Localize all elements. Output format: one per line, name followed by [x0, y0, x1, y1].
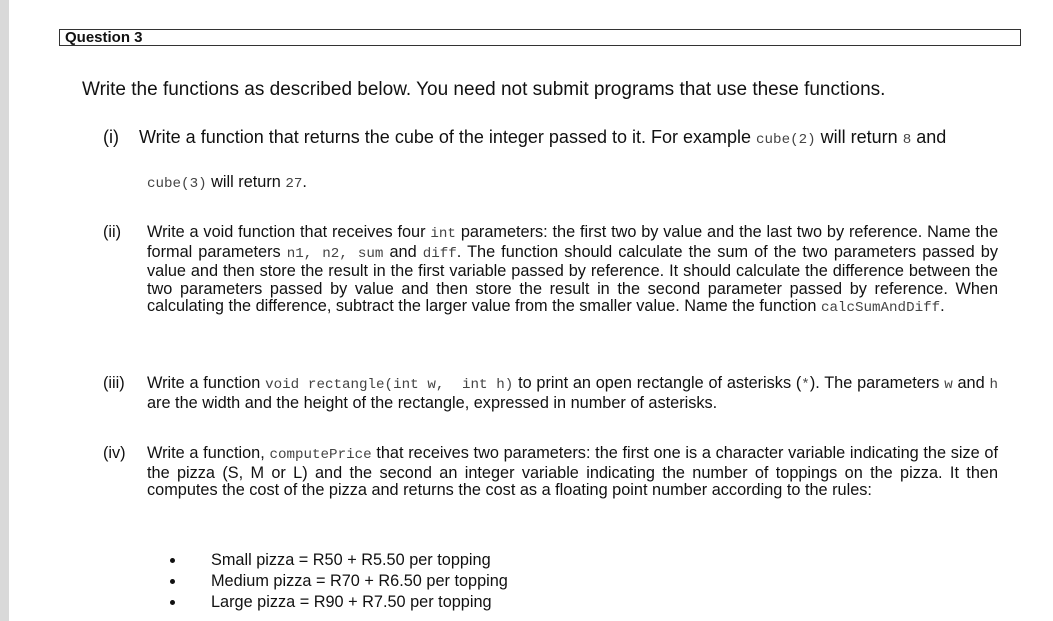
item-iv-label: (iv): [103, 444, 126, 462]
item-i-text-1: Write a function that returns the cube of the integer passed to it. For example: [139, 127, 752, 147]
item-i-code-27: 27: [285, 176, 303, 192]
item-iv-text-1: Write a function,: [147, 444, 265, 462]
item-i-text-2: will return: [820, 127, 898, 147]
item-iii-text-3: ). The parameters: [809, 374, 940, 392]
item-ii-code-function-name: calcSumAndDiff: [820, 300, 941, 316]
pricing-rule-large: Large pizza = R90 + R7.50 per topping: [211, 593, 492, 611]
item-iii-label: (iii): [103, 374, 125, 392]
question-header-box: [59, 29, 1021, 46]
item-i-text-5: .: [302, 173, 307, 191]
item-iii-code-h: h: [989, 377, 998, 393]
item-ii-text-2: parameters: the first two by value and the last two by reference. Name the formal parameters: [147, 223, 999, 261]
question-item-i: [103, 127, 1003, 150]
item-ii-text-3: and: [389, 242, 417, 261]
item-i-text-3: and: [916, 127, 947, 147]
pricing-rule-medium: Medium pizza = R70 + R6.50 per topping: [211, 572, 508, 590]
item-ii-text-1: Write a void function that receives four: [147, 223, 426, 241]
bullet-icon: [170, 600, 175, 605]
item-iii-code-signature: void rectangle(int w, int h): [265, 377, 514, 393]
question-item-ii: [147, 224, 998, 318]
item-i-code-cube2: cube(2): [756, 132, 816, 148]
instructions-text: Write the functions as described below. You need not submit programs that use these functions.: [82, 79, 886, 100]
item-ii-code-params: n1, n2, sum: [286, 245, 384, 262]
page-gutter: [0, 0, 9, 621]
item-iv-code-computeprice: computePrice: [269, 447, 372, 463]
item-i-code-8: 8: [902, 132, 912, 148]
item-i-text-4: will return: [211, 173, 281, 191]
item-ii-code-diff: diff: [422, 245, 457, 262]
item-ii-text-5: .: [940, 297, 945, 315]
bullet-icon: [170, 579, 175, 584]
item-iii-text-1: Write a function: [147, 374, 261, 392]
item-iii-text-4: and: [957, 374, 985, 392]
question-item-i-continued: [147, 174, 307, 193]
item-iii-code-w: w: [944, 377, 953, 393]
item-iii-text-5: are the width and the height of the rectangle, expressed in number of asterisks.: [147, 393, 718, 412]
pricing-rule-small: Small pizza = R50 + R5.50 per topping: [211, 551, 491, 569]
question-title: Question 3: [65, 29, 143, 46]
item-ii-label: (ii): [103, 223, 122, 241]
bullet-icon: [170, 558, 175, 563]
question-item-iv: [147, 445, 998, 500]
item-i-code-cube3: cube(3): [147, 176, 207, 192]
item-iv-text-2: that receives two parameters: the first one is a character variable indicating the size of the pizza (S, M or L) and the second an integer variable indicating the number of toppings on the pizza. It then computes the cost of the pizza and returns the cost as a floating point number according to the rules:: [147, 444, 998, 499]
item-iii-text-2: to print an open rectangle of asterisks (: [518, 374, 802, 392]
item-iii-code-asterisk: *: [801, 377, 810, 393]
question-item-iii: [147, 375, 998, 412]
item-ii-code-int: int: [430, 226, 456, 242]
item-i-label: (i): [103, 127, 119, 147]
item-ii-text-4: . The function should calculate the sum of the two parameters passed by value and then store the result in the first variable passed by reference. It should calculate the difference between the two parameters passed by value and then store the result in the second parameter passed by reference. When calculating the difference, subtract the larger value from the smaller value. Name the function: [147, 242, 998, 315]
